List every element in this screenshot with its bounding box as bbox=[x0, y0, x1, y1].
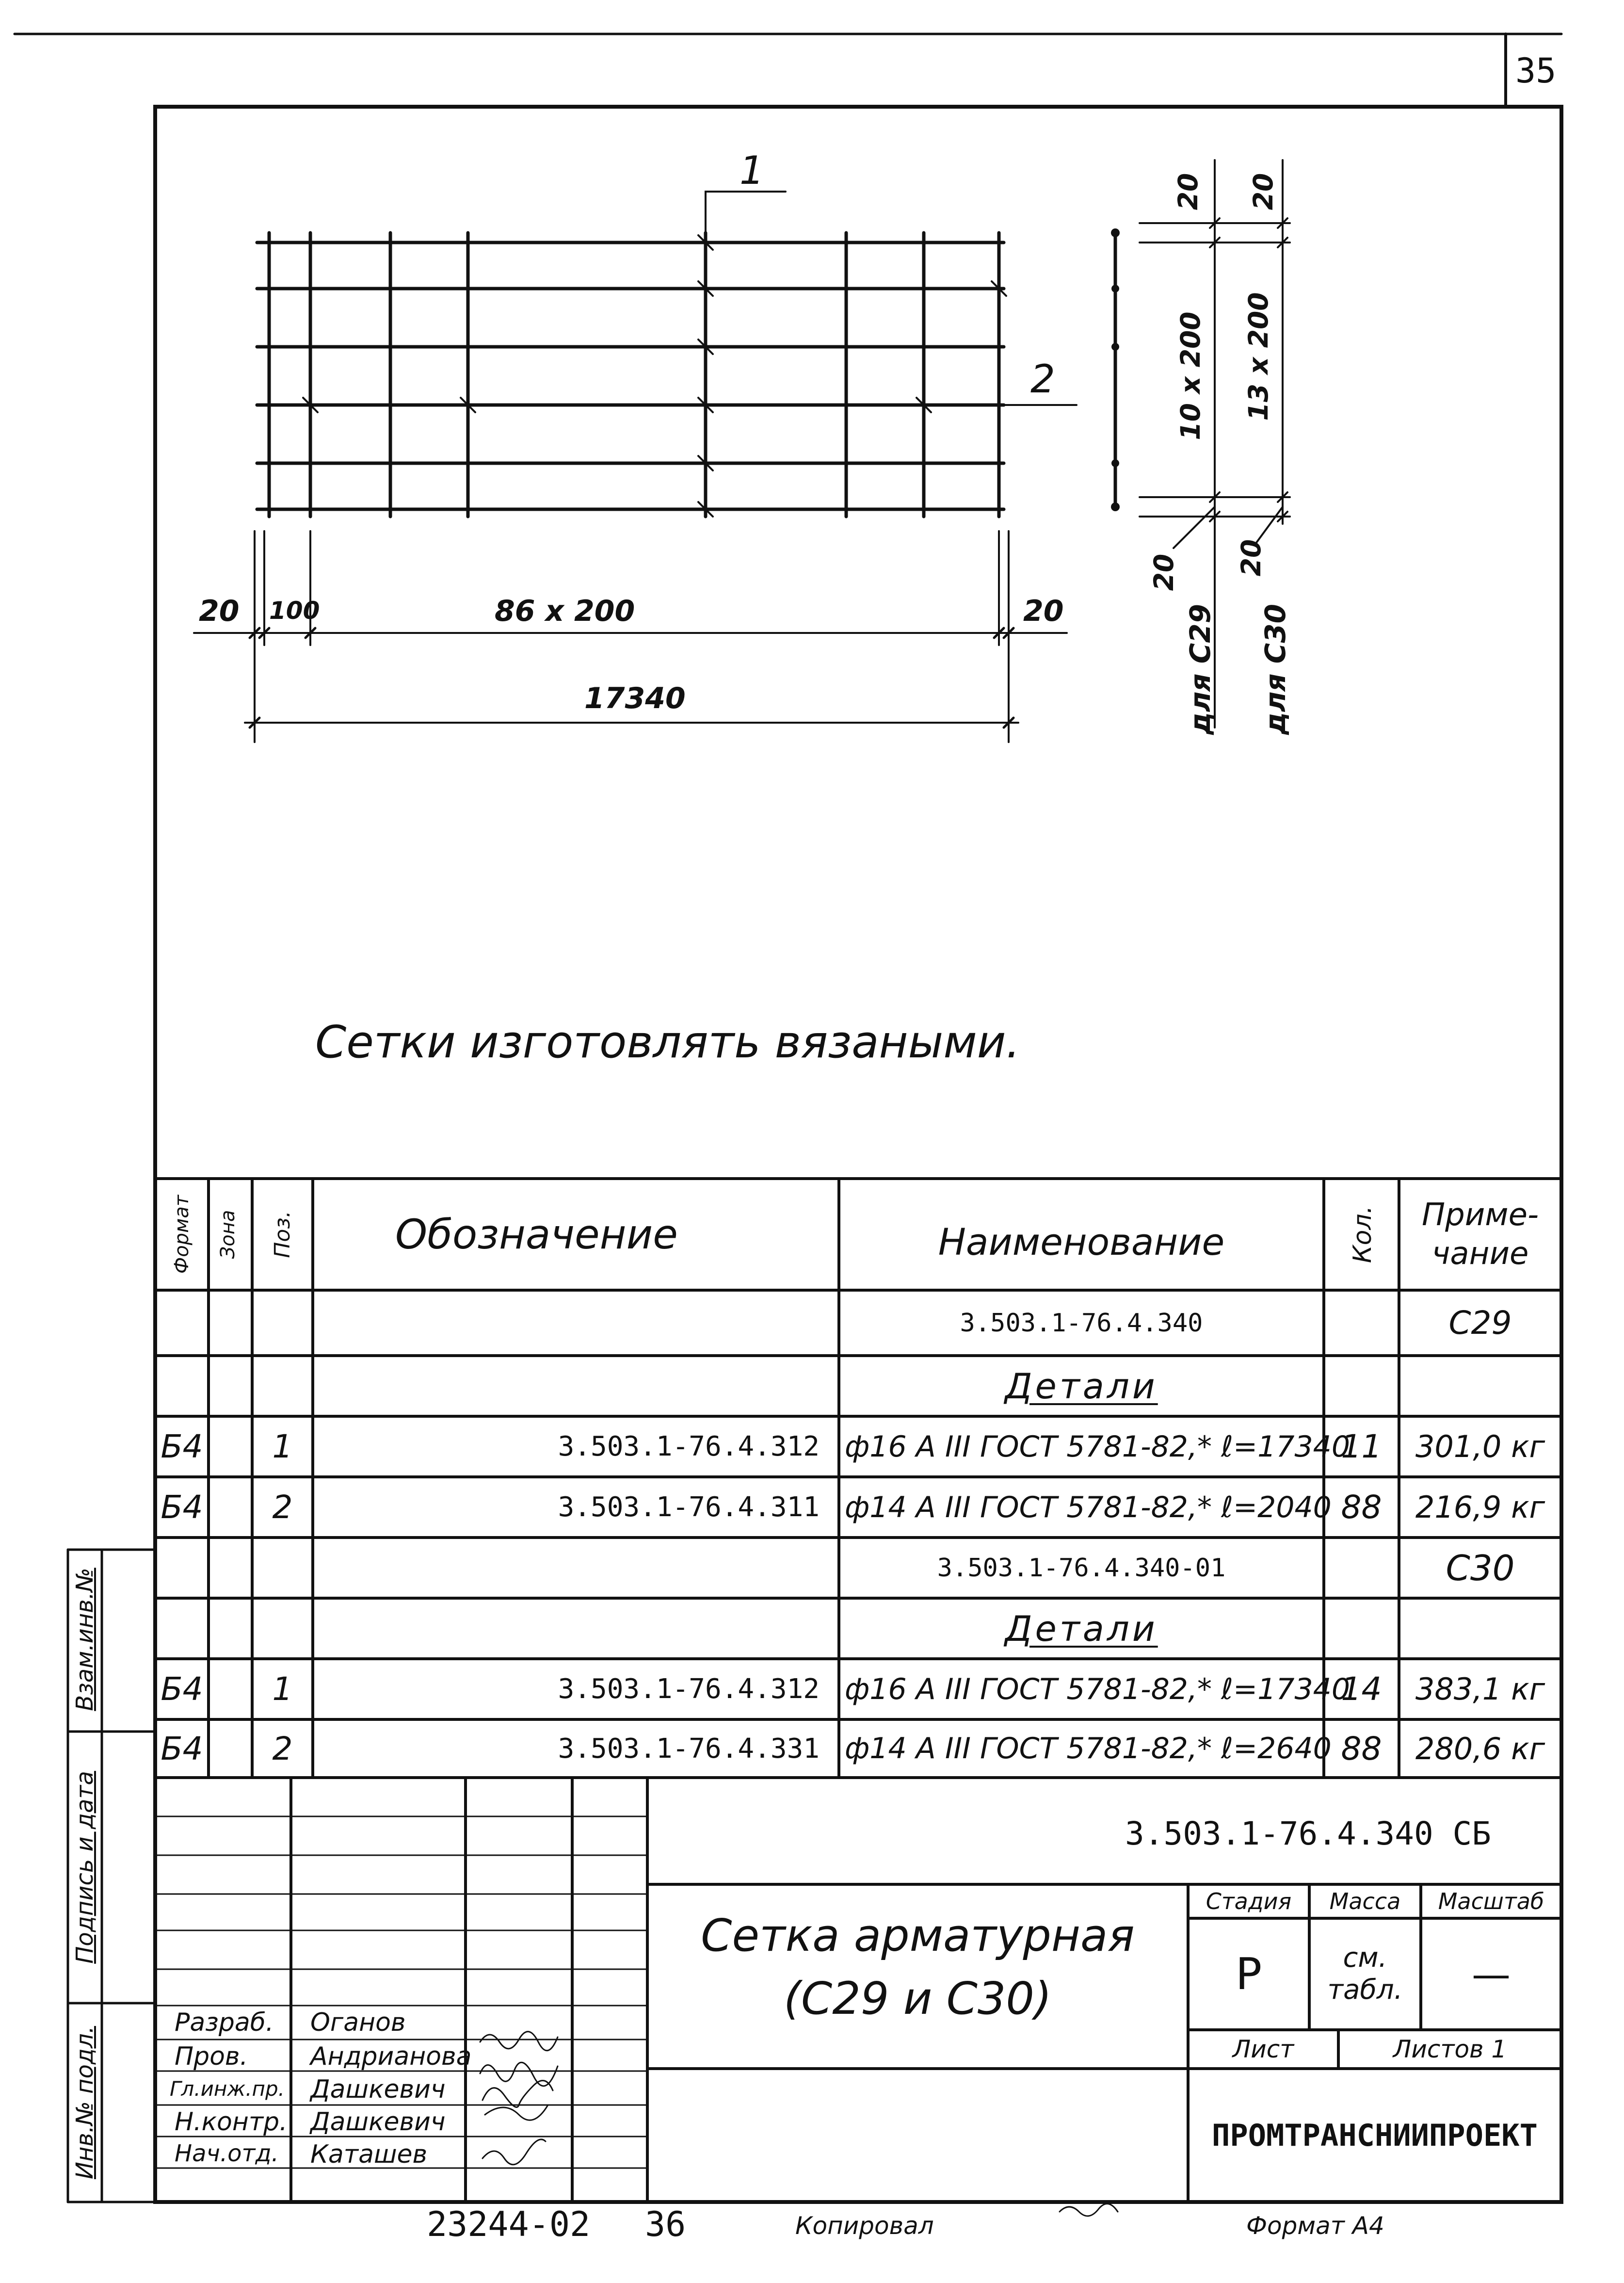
row-6-designation: 3.503.1-76.4.312 bbox=[558, 1673, 820, 1705]
mesh-longitudinal-bars bbox=[257, 243, 1004, 509]
label-for-c30: для С30 bbox=[1259, 603, 1292, 735]
row-6-quantity: 14 bbox=[1341, 1670, 1382, 1708]
dim-label-right-edge: 20 bbox=[1023, 594, 1064, 628]
row-section-details-1: Детали bbox=[1005, 1365, 1158, 1407]
side-dim-mid-a: 10 x 200 bbox=[1175, 311, 1206, 440]
scale-label: Масштаб bbox=[1438, 1888, 1544, 1914]
side-stamp-exchange: Взам.инв.№ bbox=[71, 1568, 98, 1711]
row-2-note: 301,0 кг bbox=[1415, 1429, 1545, 1464]
row-7-position: 2 bbox=[272, 1730, 293, 1767]
header-format: Формат bbox=[171, 1195, 193, 1274]
row-3-quantity: 88 bbox=[1341, 1489, 1382, 1526]
dim-label-middle: 86 x 200 bbox=[495, 594, 635, 628]
footer-order-number: 23244-02 bbox=[427, 2204, 591, 2244]
footer-format: Формат А4 bbox=[1246, 2212, 1384, 2240]
footer-copied: Копировал bbox=[795, 2212, 934, 2240]
row-7-designation: 3.503.1-76.4.331 bbox=[558, 1732, 820, 1765]
sheet-label: Лист bbox=[1232, 2035, 1294, 2063]
row-2-name: ф16 А III ГОСТ 5781-82,* ℓ=17340 bbox=[845, 1429, 1351, 1464]
role-norm-control: Н.контр. bbox=[175, 2107, 288, 2137]
row-6-format: Б4 bbox=[161, 1670, 203, 1708]
header-zone: Зона bbox=[217, 1210, 239, 1259]
role-chief-engineer: Гл.инж.пр. bbox=[170, 2077, 285, 2101]
dim-label-total: 17340 bbox=[584, 681, 686, 715]
organization-name: ПРОМТРАНСНИИПРОЕКТ bbox=[1212, 2118, 1538, 2153]
dim-label-first-step: 100 bbox=[269, 597, 320, 625]
mass-label: Масса bbox=[1329, 1888, 1401, 1914]
row-2-designation: 3.503.1-76.4.312 bbox=[558, 1431, 820, 1462]
row-2-format: Б4 bbox=[161, 1428, 203, 1465]
row-2-position: 1 bbox=[272, 1428, 293, 1465]
side-dim-bottom-20a: 20 bbox=[1148, 553, 1179, 591]
header-position: Поз. bbox=[270, 1211, 295, 1258]
side-dim-mid-b: 13 x 200 bbox=[1243, 292, 1274, 421]
row-3-position: 2 bbox=[272, 1489, 293, 1526]
row-assembly-c29-code: 3.503.1-76.4.340 bbox=[960, 1308, 1203, 1338]
side-stamp-sign-date: Подпись и дата bbox=[71, 1771, 98, 1964]
stage-value: Р bbox=[1235, 1948, 1262, 2000]
header-name: Наименование bbox=[938, 1220, 1225, 1263]
note-text: Сетки изготовлять вязаными. bbox=[315, 1016, 1020, 1068]
title-line-1: Сетка арматурная bbox=[701, 1909, 1135, 1961]
title-line-2: (С29 и С30) bbox=[784, 1972, 1052, 2024]
signatures bbox=[480, 2032, 1118, 2216]
row-6-name: ф16 А III ГОСТ 5781-82,* ℓ=17340 bbox=[845, 1672, 1351, 1706]
side-stamp-inv-orig: Инв.№ подл. bbox=[71, 2026, 98, 2179]
leader-label-1: 1 bbox=[740, 148, 764, 193]
side-dim-bottom-20b: 20 bbox=[1236, 539, 1267, 577]
sheet-number: 35 bbox=[1515, 51, 1557, 91]
mass-value: см. табл. bbox=[1327, 1942, 1403, 2006]
row-6-note: 383,1 кг bbox=[1415, 1671, 1545, 1707]
leader-label-2: 2 bbox=[1030, 356, 1055, 402]
row-section-details-2: Детали bbox=[1005, 1608, 1158, 1649]
side-dim-top-20b: 20 bbox=[1248, 173, 1279, 210]
row-7-note: 280,6 кг bbox=[1415, 1731, 1545, 1766]
row-3-format: Б4 bbox=[161, 1489, 203, 1526]
row-assembly-c30-note: С30 bbox=[1446, 1547, 1515, 1588]
footer-page-number: 36 bbox=[645, 2204, 686, 2244]
row-7-name: ф14 А III ГОСТ 5781-82,* ℓ=2640 bbox=[845, 1732, 1332, 1765]
name-developed: Оганов bbox=[310, 2008, 406, 2037]
document-code: 3.503.1-76.4.340 СБ bbox=[1125, 1814, 1491, 1852]
name-checked: Андрианова bbox=[310, 2042, 472, 2071]
leader-line-1 bbox=[706, 192, 786, 243]
header-quantity: Кол. bbox=[1348, 1205, 1377, 1263]
role-checked: Пров. bbox=[175, 2042, 248, 2071]
row-assembly-c29-note: С29 bbox=[1448, 1304, 1512, 1342]
row-7-format: Б4 bbox=[161, 1730, 203, 1767]
row-7-quantity: 88 bbox=[1341, 1730, 1382, 1767]
label-for-c29: для С29 bbox=[1184, 603, 1217, 735]
sheets-count: Листов 1 bbox=[1393, 2035, 1507, 2063]
row-assembly-c30-code: 3.503.1-76.4.340-01 bbox=[937, 1553, 1226, 1583]
row-3-note: 216,9 кг bbox=[1415, 1490, 1545, 1525]
row-3-name: ф14 А III ГОСТ 5781-82,* ℓ=2040 bbox=[845, 1490, 1332, 1524]
name-chief-engineer: Дашкевич bbox=[310, 2075, 446, 2104]
stage-label: Стадия bbox=[1206, 1888, 1292, 1914]
mesh-transverse-bars bbox=[269, 233, 999, 517]
row-2-quantity: 11 bbox=[1341, 1428, 1382, 1465]
dim-label-left-edge: 20 bbox=[199, 594, 240, 628]
role-dept-head: Нач.отд. bbox=[175, 2140, 279, 2167]
name-norm-control: Дашкевич bbox=[310, 2107, 446, 2137]
header-designation: Обозначение bbox=[395, 1211, 678, 1258]
scale-value: — bbox=[1472, 1951, 1511, 1997]
role-developed: Разраб. bbox=[175, 2008, 274, 2037]
side-dim-top-20a: 20 bbox=[1173, 173, 1204, 210]
name-dept-head: Каташев bbox=[310, 2140, 428, 2169]
header-note: Приме-чание bbox=[1421, 1197, 1539, 1272]
row-6-position: 1 bbox=[272, 1670, 293, 1708]
row-3-designation: 3.503.1-76.4.311 bbox=[558, 1491, 820, 1523]
